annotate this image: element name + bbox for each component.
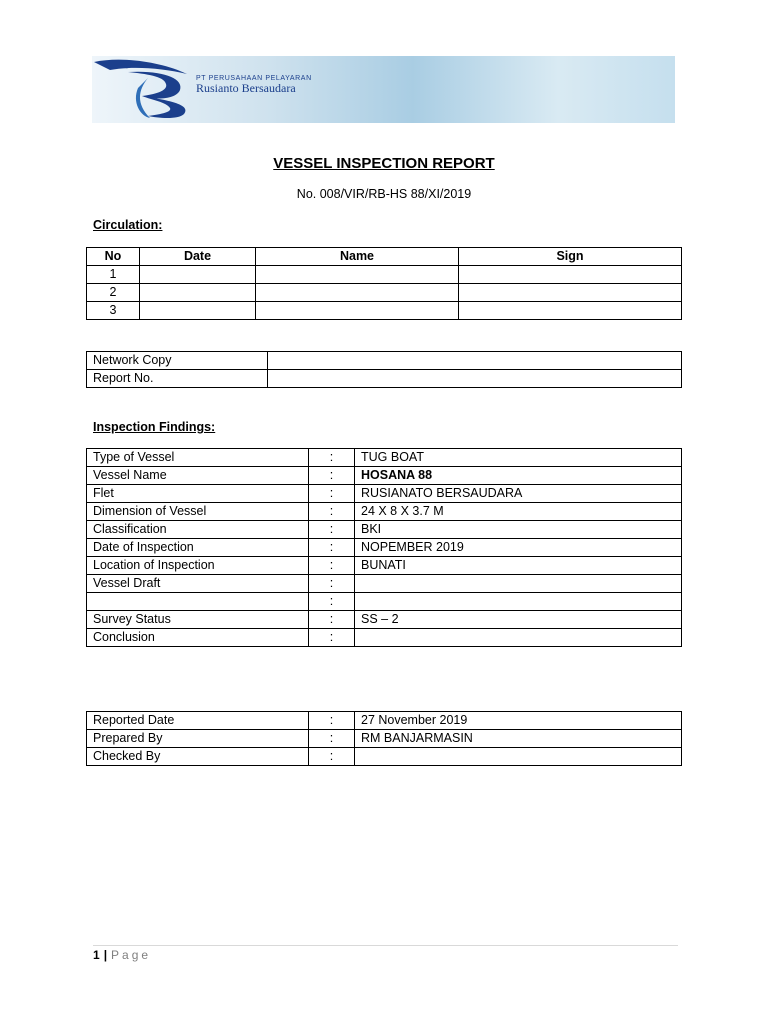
table-row xyxy=(87,748,682,766)
field-value: TUG BOAT xyxy=(355,449,682,467)
footer-divider xyxy=(93,945,678,946)
field-label: Prepared By xyxy=(87,730,309,748)
table-row xyxy=(87,593,682,611)
field-value xyxy=(355,748,682,766)
field-label: Location of Inspection xyxy=(87,557,309,575)
field-label: Reported Date xyxy=(87,712,309,730)
table-row xyxy=(87,712,682,730)
inspection-findings-label: Inspection Findings: xyxy=(93,420,216,434)
field-value xyxy=(268,370,682,388)
field-value: BKI xyxy=(355,521,682,539)
field-separator: : xyxy=(309,629,355,647)
signoff-table xyxy=(86,711,682,766)
table-row xyxy=(87,575,682,593)
row-number: 2 xyxy=(87,284,140,302)
column-header: Date xyxy=(140,248,256,266)
date-cell xyxy=(140,284,256,302)
name-cell xyxy=(256,266,459,284)
field-value xyxy=(355,629,682,647)
field-value xyxy=(268,352,682,370)
field-label: Survey Status xyxy=(87,611,309,629)
field-separator: : xyxy=(309,611,355,629)
table-row xyxy=(87,467,682,485)
field-label: Network Copy xyxy=(87,352,268,370)
page-number: 1 xyxy=(93,948,100,962)
table-row xyxy=(87,730,682,748)
field-value: HOSANA 88 xyxy=(355,467,682,485)
company-banner xyxy=(92,56,675,123)
circulation-table xyxy=(86,247,682,320)
footer-separator: | xyxy=(103,948,108,962)
table-row xyxy=(87,266,682,284)
table-row xyxy=(87,629,682,647)
field-label: Checked By xyxy=(87,748,309,766)
field-separator: : xyxy=(309,730,355,748)
report-number: No. 008/VIR/RB-HS 88/XI/2019 xyxy=(296,187,472,201)
date-cell xyxy=(140,266,256,284)
table-row xyxy=(87,485,682,503)
company-logo-icon xyxy=(92,56,196,123)
field-value: NOPEMBER 2019 xyxy=(355,539,682,557)
field-label: Date of Inspection xyxy=(87,539,309,557)
column-header: Name xyxy=(256,248,459,266)
field-value xyxy=(355,575,682,593)
field-label: Conclusion xyxy=(87,629,309,647)
field-value: 27 November 2019 xyxy=(355,712,682,730)
field-value: 24 X 8 X 3.7 M xyxy=(355,503,682,521)
field-separator: : xyxy=(309,557,355,575)
circulation-label: Circulation: xyxy=(93,218,163,232)
field-separator: : xyxy=(309,485,355,503)
field-label: Vessel Draft xyxy=(87,575,309,593)
company-name: Rusianto Bersaudara xyxy=(196,81,296,95)
table-row xyxy=(87,503,682,521)
name-cell xyxy=(256,284,459,302)
copy-table xyxy=(86,351,682,388)
field-label: Report No. xyxy=(87,370,268,388)
column-header: Sign xyxy=(459,248,682,266)
field-separator: : xyxy=(309,593,355,611)
field-separator: : xyxy=(309,467,355,485)
field-separator: : xyxy=(309,712,355,730)
row-number: 3 xyxy=(87,302,140,320)
table-row xyxy=(87,352,682,370)
company-subtitle: PT PERUSAHAAN PELAYARAN xyxy=(196,75,312,82)
table-row xyxy=(87,284,682,302)
field-value: RUSIANATO BERSAUDARA xyxy=(355,485,682,503)
field-value xyxy=(355,593,682,611)
table-row xyxy=(87,521,682,539)
column-header: No xyxy=(87,248,140,266)
field-value: SS – 2 xyxy=(355,611,682,629)
field-label: Classification xyxy=(87,521,309,539)
table-row xyxy=(87,539,682,557)
row-number: 1 xyxy=(87,266,140,284)
field-label: Dimension of Vessel xyxy=(87,503,309,521)
field-label: Type of Vessel xyxy=(87,449,309,467)
field-separator: : xyxy=(309,539,355,557)
field-label: Vessel Name xyxy=(87,467,309,485)
date-cell xyxy=(140,302,256,320)
page-word: Page xyxy=(111,948,152,962)
table-row xyxy=(87,370,682,388)
name-cell xyxy=(256,302,459,320)
field-label: Flet xyxy=(87,485,309,503)
inspection-findings-table xyxy=(86,448,682,647)
report-title: VESSEL INSPECTION REPORT xyxy=(273,155,495,172)
page-footer xyxy=(93,948,151,962)
table-header-row xyxy=(87,248,682,266)
field-separator: : xyxy=(309,575,355,593)
sign-cell xyxy=(459,302,682,320)
table-row xyxy=(87,557,682,575)
field-separator: : xyxy=(309,503,355,521)
field-value: BUNATI xyxy=(355,557,682,575)
table-row xyxy=(87,302,682,320)
field-value: RM BANJARMASIN xyxy=(355,730,682,748)
table-row xyxy=(87,449,682,467)
sign-cell xyxy=(459,284,682,302)
field-separator: : xyxy=(309,449,355,467)
sign-cell xyxy=(459,266,682,284)
field-separator: : xyxy=(309,521,355,539)
field-label xyxy=(87,593,309,611)
table-row xyxy=(87,611,682,629)
field-separator: : xyxy=(309,748,355,766)
